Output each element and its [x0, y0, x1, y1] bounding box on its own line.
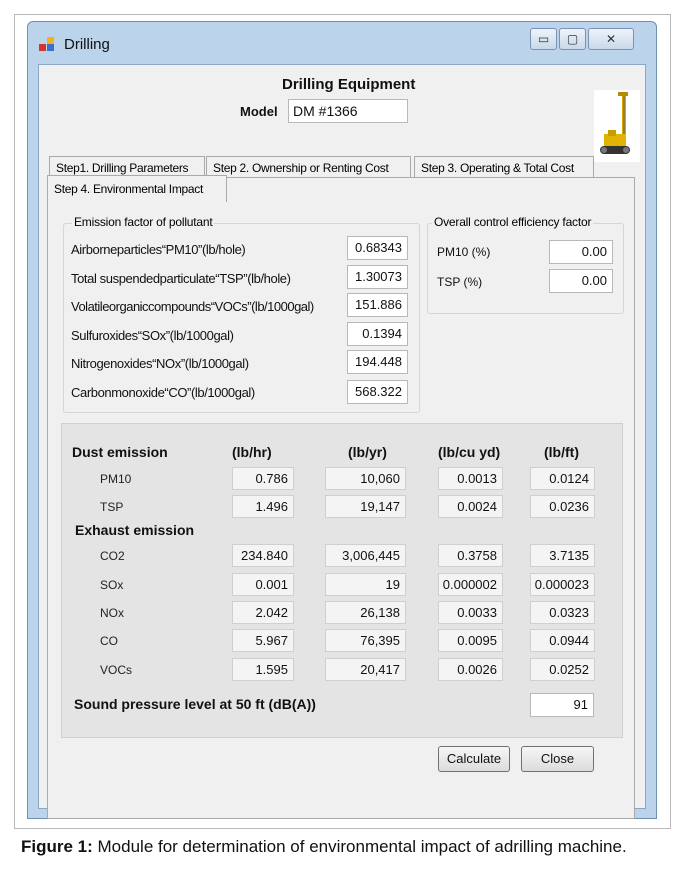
- tab-environmental-impact[interactable]: Step 4. Environmental Impact: [47, 175, 227, 202]
- co2-lb-yr: 3,006,445: [325, 544, 406, 567]
- minimize-button[interactable]: [530, 28, 557, 50]
- window-title: Drilling: [64, 36, 110, 53]
- sound-pressure-label: Sound pressure level at 50 ft (dB(A)): [74, 696, 316, 712]
- tab-drilling-parameters[interactable]: Step1. Drilling Parameters: [49, 156, 205, 179]
- vocs-row-label: VOCs: [100, 663, 133, 677]
- tsp-factor-label: Total suspendedparticulate“TSP”(lb/hole): [71, 271, 291, 286]
- tab-ownership-cost[interactable]: Step 2. Ownership or Renting Cost: [206, 156, 411, 179]
- vocs-factor-label: Volatileorganiccompounds“VOCs”(lb/1000gal): [71, 299, 314, 314]
- nox-lb-ft: 0.0323: [530, 601, 595, 624]
- minimize-icon: ▭: [537, 32, 550, 46]
- co-lb-ft: 0.0944: [530, 629, 595, 652]
- pm10-lb-yr: 10,060: [325, 467, 406, 490]
- co2-lb-hr: 234.840: [232, 544, 294, 567]
- caption-text: Module for determination of environmental impact of adrilling machine.: [92, 837, 627, 856]
- pm10-factor-label: Airborneparticles“PM10”(lb/hole): [71, 242, 246, 257]
- sox-factor-label: Sulfuroxides“SOx”(lb/1000gal): [71, 328, 234, 343]
- column-lb-yr: (lb/yr): [348, 444, 387, 460]
- sox-row-label: SOx: [100, 578, 124, 592]
- close-icon: ✕: [605, 32, 617, 46]
- close-button[interactable]: Close: [521, 746, 594, 772]
- column-lb-ft: (lb/ft): [544, 444, 579, 460]
- drilling-window: [27, 21, 657, 819]
- control-efficiency-title: Overall control efficiency factor: [434, 215, 592, 229]
- co-lb-hr: 5.967: [232, 629, 294, 652]
- vocs-lb-ft: 0.0252: [530, 658, 595, 681]
- sox-factor-field[interactable]: 0.1394: [347, 322, 408, 346]
- sox-lb-yr: 19: [325, 573, 406, 596]
- sound-pressure-field[interactable]: 91: [530, 693, 594, 717]
- vocs-lb-hr: 1.595: [232, 658, 294, 681]
- pm10-efficiency-field[interactable]: 0.00: [549, 240, 613, 264]
- co2-lb-cu-yd: 0.3758: [438, 544, 503, 567]
- tsp-lb-cu-yd: 0.0024: [438, 495, 503, 518]
- emission-factor-title: Emission factor of pollutant: [74, 215, 213, 229]
- co-factor-label: Carbonmonoxide“CO”(lb/1000gal): [71, 385, 255, 400]
- sox-lb-hr: 0.001: [232, 573, 294, 596]
- co-lb-cu-yd: 0.0095: [438, 629, 503, 652]
- column-lb-cu-yd: (lb/cu yd): [438, 444, 501, 460]
- pm10-factor-field[interactable]: 0.68343: [347, 236, 408, 260]
- co-row-label: CO: [100, 634, 118, 648]
- column-lb-hr: (lb/hr): [232, 444, 272, 460]
- nox-lb-hr: 2.042: [232, 601, 294, 624]
- title-bar[interactable]: [28, 22, 656, 64]
- vocs-lb-yr: 20,417: [325, 658, 406, 681]
- close-window-button[interactable]: [588, 28, 634, 50]
- co2-row-label: CO2: [100, 549, 125, 563]
- model-label: Model: [240, 104, 278, 119]
- nox-lb-cu-yd: 0.0033: [438, 601, 503, 624]
- results-panel: [61, 423, 623, 738]
- tsp-factor-field[interactable]: 1.30073: [347, 265, 408, 289]
- restore-button[interactable]: [559, 28, 586, 50]
- app-icon: [39, 37, 55, 53]
- co-factor-field[interactable]: 568.322: [347, 380, 408, 404]
- dust-emission-heading: Dust emission: [72, 444, 168, 460]
- vocs-factor-field[interactable]: 151.886: [347, 293, 408, 317]
- tsp-lb-yr: 19,147: [325, 495, 406, 518]
- sox-lb-ft: 0.000023: [530, 573, 595, 596]
- calculate-button[interactable]: Calculate: [438, 746, 510, 772]
- client-area: [38, 64, 646, 809]
- tab-operating-cost[interactable]: Step 3. Operating & Total Cost: [414, 156, 594, 179]
- pm10-row-label: PM10: [100, 472, 132, 486]
- figure-caption: [21, 836, 663, 858]
- nox-factor-label: Nitrogenoxides“NOx”(lb/1000gal): [71, 356, 249, 371]
- exhaust-emission-heading: Exhaust emission: [75, 522, 195, 538]
- nox-row-label: NOx: [100, 606, 124, 620]
- vocs-lb-cu-yd: 0.0026: [438, 658, 503, 681]
- tsp-efficiency-label: TSP (%): [437, 275, 483, 289]
- restore-icon: ▢: [566, 32, 579, 46]
- tsp-lb-hr: 1.496: [232, 495, 294, 518]
- co-lb-yr: 76,395: [325, 629, 406, 652]
- pm10-efficiency-label: PM10 (%): [437, 245, 491, 259]
- nox-lb-yr: 26,138: [325, 601, 406, 624]
- page-title: Drilling Equipment: [282, 76, 416, 93]
- co2-lb-ft: 3.7135: [530, 544, 595, 567]
- nox-factor-field[interactable]: 194.448: [347, 350, 408, 374]
- tsp-efficiency-field[interactable]: 0.00: [549, 269, 613, 293]
- drill-rig-image: [594, 90, 640, 162]
- sox-lb-cu-yd: 0.000002: [438, 573, 503, 596]
- model-field[interactable]: DM #1366: [288, 99, 408, 123]
- pm10-lb-cu-yd: 0.0013: [438, 467, 503, 490]
- pm10-lb-ft: 0.0124: [530, 467, 595, 490]
- caption-prefix: Figure 1:: [21, 837, 93, 856]
- tsp-row-label: TSP: [100, 500, 124, 514]
- tsp-lb-ft: 0.0236: [530, 495, 595, 518]
- pm10-lb-hr: 0.786: [232, 467, 294, 490]
